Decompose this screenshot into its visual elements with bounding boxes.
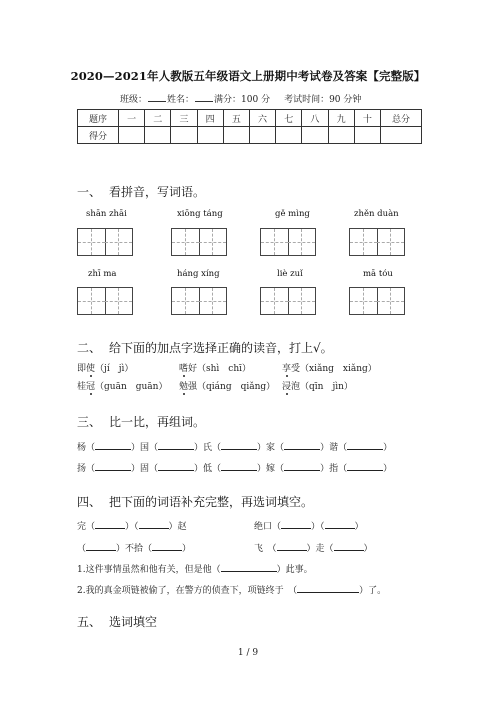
writing-grid[interactable] — [349, 287, 405, 315]
header-cell: 四 — [197, 110, 223, 127]
score-cell[interactable] — [276, 127, 302, 144]
answer-blank[interactable] — [347, 462, 383, 471]
answer-blank[interactable] — [284, 462, 320, 471]
score-cell[interactable] — [381, 127, 422, 144]
answer-blank[interactable] — [95, 520, 125, 529]
reading-item: 即使（jí jì） — [77, 364, 134, 374]
score-cell[interactable] — [171, 127, 197, 144]
idiom-item: 飞 （ ）走（ ） — [254, 544, 373, 554]
name-blank — [195, 92, 213, 102]
full-score: 满分：100 分 — [214, 95, 271, 105]
section-4-heading — [77, 493, 313, 510]
section-2-heading — [77, 339, 333, 356]
header-cell: 十 — [354, 110, 380, 127]
header-cell: 题序 — [78, 110, 119, 127]
score-cell[interactable] — [302, 127, 328, 144]
score-header-row — [78, 110, 422, 127]
answer-blank[interactable] — [284, 441, 320, 450]
reading-item: 嗜好（shì chī） — [179, 364, 252, 374]
answer-blank[interactable] — [281, 520, 311, 529]
header-cell: 一 — [119, 110, 145, 127]
section-3-heading — [77, 413, 205, 430]
class-blank — [148, 92, 166, 102]
pinyin-2: xiōng táng — [177, 209, 223, 219]
writing-grid[interactable] — [260, 287, 316, 315]
writing-grid[interactable] — [77, 228, 133, 256]
header-cell: 八 — [302, 110, 328, 127]
fill-question-1: 1.这件事情虽然和他有关，但是他（ ）此事。 — [77, 565, 313, 575]
section-title: 给下面的加点字选择正确的读音，打上√。 — [109, 341, 333, 355]
section-title: 比一比，再组词。 — [109, 415, 206, 429]
pinyin-3: gě mìng — [275, 209, 310, 219]
reading-item: 勉强（qiáng qiǎng） — [179, 382, 276, 392]
fill-question-2: 2.我的真金项链被偷了，在警方的侦查下，项链终于 （ ）了。 — [77, 586, 387, 596]
header-cell: 九 — [328, 110, 354, 127]
exam-time: 考试时间：90 分钟 — [284, 95, 362, 105]
pinyin-4: zhěn duàn — [354, 209, 399, 219]
score-cell[interactable] — [249, 127, 275, 144]
answer-blank[interactable] — [221, 441, 257, 450]
score-cell[interactable] — [119, 127, 145, 144]
header-cell: 三 — [171, 110, 197, 127]
pinyin-5: zhī ma — [88, 269, 117, 279]
reading-item: 浸泡（qīn jìn） — [282, 382, 353, 392]
answer-blank[interactable] — [139, 520, 169, 529]
answer-blank[interactable] — [297, 584, 359, 593]
class-label: 班级： — [120, 95, 148, 105]
reading-item: 享受（xiǎng xiǎng） — [282, 364, 377, 374]
pinyin-1: shān zhāi — [86, 209, 127, 219]
writing-grid[interactable] — [77, 287, 133, 315]
writing-grid[interactable] — [171, 228, 227, 256]
answer-blank[interactable] — [325, 520, 355, 529]
section-title: 选词填空 — [109, 615, 158, 629]
exam-info — [120, 92, 361, 105]
pinyin-6: háng xíng — [177, 269, 220, 279]
section-number: 二、 — [77, 341, 102, 355]
section-number: 一、 — [77, 185, 102, 199]
answer-blank[interactable] — [95, 462, 131, 471]
pinyin-8: mā tóu — [363, 269, 393, 279]
score-row — [78, 127, 422, 144]
compare-row-1: 杨（ ）国（ ）氏（ ）家（ ）谐（ ） — [77, 443, 393, 453]
answer-blank[interactable] — [277, 542, 307, 551]
header-cell: 二 — [145, 110, 171, 127]
idiom-item: （ ）不拾（ ） — [77, 544, 192, 554]
idiom-item: 完（ ）（ ）赵 — [77, 522, 187, 532]
score-cell[interactable] — [328, 127, 354, 144]
answer-blank[interactable] — [221, 462, 257, 471]
writing-grid[interactable] — [349, 228, 405, 256]
answer-blank[interactable] — [158, 441, 194, 450]
answer-blank[interactable] — [86, 542, 116, 551]
score-table — [77, 109, 422, 144]
pinyin-7: liè zuǐ — [277, 269, 303, 279]
header-cell: 七 — [276, 110, 302, 127]
idiom-item: 绝口（ ）（ ） — [254, 522, 364, 532]
score-cell[interactable] — [197, 127, 223, 144]
score-cell[interactable] — [145, 127, 171, 144]
section-number: 四、 — [77, 495, 102, 509]
writing-grid[interactable] — [260, 228, 316, 256]
compare-row-2: 扬（ ）固（ ）低（ ）嫁（ ）指（ ） — [77, 464, 393, 474]
header-cell: 总分 — [381, 110, 422, 127]
answer-blank[interactable] — [334, 542, 364, 551]
header-cell: 六 — [249, 110, 275, 127]
score-cell[interactable] — [354, 127, 380, 144]
section-title: 把下面的词语补充完整，再选词填空。 — [109, 495, 314, 509]
section-1-heading — [77, 183, 205, 200]
section-title: 看拼音，写词语。 — [109, 185, 206, 199]
section-number: 五、 — [77, 615, 102, 629]
page-number: 1 / 9 — [237, 648, 259, 658]
writing-grid[interactable] — [171, 287, 227, 315]
answer-blank[interactable] — [221, 563, 277, 572]
header-cell: 五 — [223, 110, 249, 127]
name-label: 姓名： — [167, 95, 195, 105]
score-cell[interactable] — [223, 127, 249, 144]
answer-blank[interactable] — [152, 542, 182, 551]
section-number: 三、 — [77, 415, 102, 429]
page-title: 2020—2021年人教版五年级语文上册期中考试卷及答案【完整版】 — [70, 69, 426, 83]
answer-blank[interactable] — [95, 441, 131, 450]
row-label: 得分 — [78, 127, 119, 144]
section-5-heading — [77, 613, 157, 630]
answer-blank[interactable] — [347, 441, 383, 450]
reading-item: 桂冠（guān guān） — [77, 382, 168, 392]
answer-blank[interactable] — [158, 462, 194, 471]
